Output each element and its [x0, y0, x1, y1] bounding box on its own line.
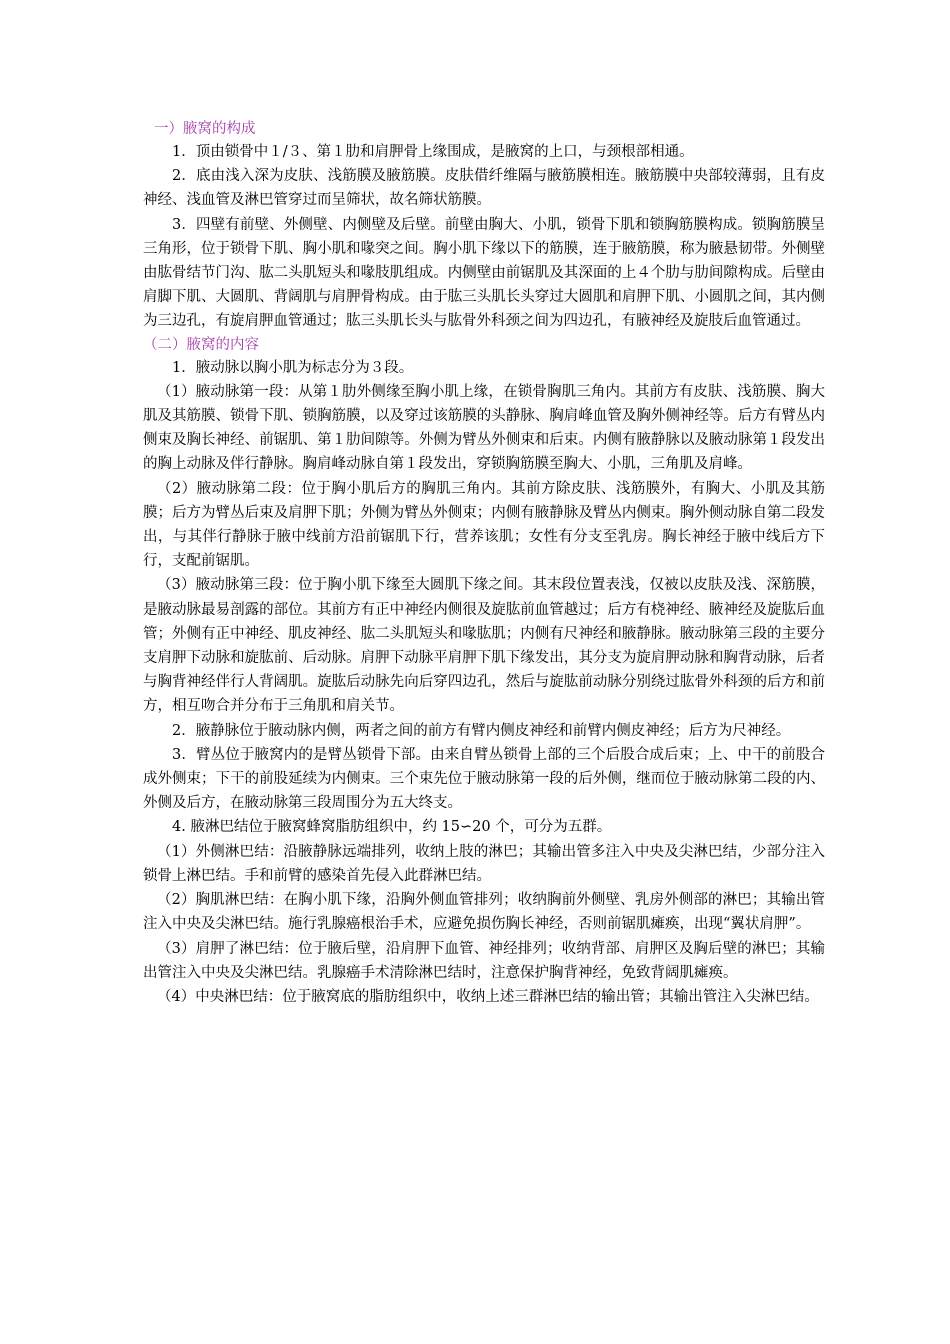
- paragraph-apex: 1．顶由锁骨中１/３、第１肋和肩胛骨上缘围成，是腋窝的上口，与颈根部相通。: [172, 144, 694, 160]
- section-heading-axilla-contents: （二）腋窝的内容: [143, 336, 259, 353]
- paragraph-subscapular-nodes: （3）肩胛了淋巴结：位于腋后壁，沿肩胛下血管、神经排列；收纳背部、肩胛区及胸后壁的淋巴；其输出管注入中央及尖淋巴结。乳腺癌手术清除淋巴结时，注意保护胸背神经，免致背阔肌瘫痪。: [143, 940, 825, 981]
- paragraph-central-nodes: （4）中央淋巴结：位于腋窝底的脂肪组织中，收纳上述三群淋巴结的输出管；其输出管注入尖淋巴结。: [157, 988, 819, 1005]
- section-heading-axilla-structure: 一）腋窝的构成: [154, 121, 256, 137]
- paragraph-pectoral-nodes: （2）胸肌淋巴结：在胸小肌下缘，沿胸外侧血管排列；收纳胸前外侧壁、乳房外侧部的淋巴；其输出管注入中央及尖淋巴结。施行乳腺癌根治手术，应避免损伤胸长神经，否则前锯肌瘫痪，出现“翼状肩胛”。: [143, 892, 825, 933]
- document-page: [143, 118, 825, 1009]
- paragraph-walls: 3．四壁有前壁、外侧壁、内侧壁及后壁。前壁由胸大、小肌，锁骨下肌和锁胸筋膜构成。锁胸筋膜呈三角形，位于锁骨下肌、胸小肌和喙突之间。胸小肌下缘以下的筋膜，连于腋筋膜，称为腋悬韧带。外侧壁由肱骨结节门沟、肱二头肌短头和喙肢肌组成。内侧壁由前锯肌及其深面的上４个肋与肋间隙构成。后壁由肩脚下肌、大圆肌、背阔肌与肩胛骨构成。由于肱三头肌长头穿过大圆肌和肩胛下肌、小圆肌之间，其内侧为三边孔，有旋肩胛血管通过；肱三头肌长头与肱骨外科颈之间为四边孔，有腋神经及旋肢后血管通过。: [143, 216, 825, 330]
- paragraph-axillary-artery: 1．腋动脉以胸小肌为标志分为３段。: [172, 359, 414, 376]
- paragraph-artery-part-1: （1）腋动脉第一段：从第１肋外侧缘至胸小肌上缘，在锁骨胸肌三角内。其前方有皮肤、浅筋膜、胸大肌及其筋膜、锁骨下肌、锁胸筋膜，以及穿过该筋膜的头静脉、胸肩峰血管及胸外侧神经等。后方有臂丛内侧束及胸长神经、前锯肌、第１肋间隙等。外侧为臂丛外侧束和后束。内侧有腋静脉以及腋动脉第１段发出的胸上动脉及伴行静脉。胸肩峰动脉自第１段发出，穿锁胸筋膜至胸大、小肌，三角肌及肩峰。: [143, 383, 825, 473]
- paragraph-artery-part-2: （2）腋动脉第二段：位于胸小肌后方的胸肌三角内。其前方除皮肤、浅筋膜外，有胸大、小肌及其筋膜；后方为臂丛后束及肩胛下肌；外侧为臂丛外侧束；内侧有腋静脉及臂丛内侧束。胸外侧动脉自第二段发出，与其伴行静脉于腋中线前方沿前锯肌下行，营养该肌；女性有分支至乳房。胸长神经于腋中线后方下行，支配前锯肌。: [143, 480, 825, 570]
- paragraph-lateral-nodes: （1）外侧淋巴结：沿腋静脉远端排列，收纳上肢的淋巴；其输出管多注入中央及尖淋巴结，少部分注入锁骨上淋巴结。手和前臂的感染首先侵入此群淋巴结。: [143, 843, 825, 884]
- paragraph-brachial-plexus: 3．臂丛位于腋窝内的是臂丛锁骨下部。由来自臂丛锁骨上部的三个后股合成后束；上、中干的前股合成外侧束；下干的前股延续为内侧束。三个束先位于腋动脉第一段的后外侧，继而位于腋动脉第二段的内、外侧及后方，在腋动脉第三段周围分为五大终支。: [143, 746, 825, 812]
- paragraph-artery-part-3: （3）腋动脉第三段：位于胸小肌下缘至大圆肌下缘之间。其末段位置表浅，仅被以皮肤及浅、深筋膜，是腋动脉最易剖露的部位。其前方有正中神经内侧很及旋肱前血管越过；后方有桡神经、腋神经及旋肱后血管；外侧有正中神经、肌皮神经、肱二头肌短头和喙肱肌；内侧有尺神经和腋静脉。腋动脉第三段的主要分支肩胛下动脉和旋肱前、后动脉。肩胛下动脉平肩胛下肌下缘发出，其分支为旋肩胛动脉和胸背动脉，后者与胸背神经伴行人背阔肌。旋肱后动脉先向后穿四边孔，然后与旋肱前动脉分别绕过肱骨外科颈的后方和前方，相互吻合并分布于三角肌和肩关节。: [143, 577, 825, 715]
- paragraph-lymph-nodes: 4. 腋淋巴结位于腋窝蜂窝脂肪组织中，约 15∽20 个，可分为五群。: [172, 819, 612, 836]
- paragraph-axillary-vein: 2．腋静脉位于腋动脉内侧，两者之间的前方有臂内侧皮神经和前臂内侧皮神经；后方为尺神经。: [172, 722, 791, 739]
- paragraph-base: 2．底由浅入深为皮肤、浅筋膜及腋筋膜。皮肤借纤维隔与腋筋膜相连。腋筋膜中央部较薄弱，且有皮神经、浅血管及淋巴管穿过而呈筛状，故名筛状筋膜。: [143, 168, 825, 209]
